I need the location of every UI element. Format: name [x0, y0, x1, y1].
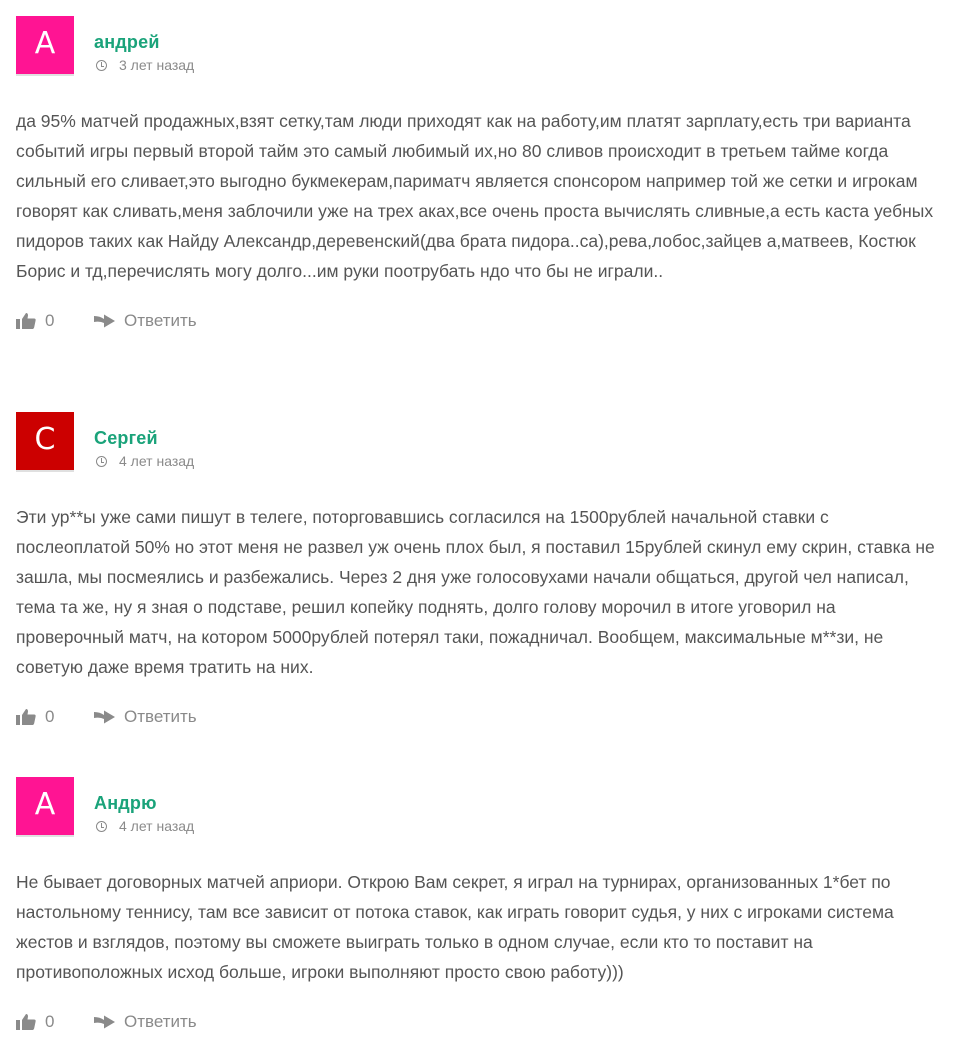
reply-arrow-icon[interactable] [94, 709, 116, 725]
like-count: 0 [45, 707, 55, 726]
comment-text: да 95% матчей продажных,взят сетку,там люди приходят как на работу,им платят зарплату,есть три варианта событий игры первый второй тайм это самый любимый их,но 80 сливов происходит в третьем тайме когда сильный его сливает,это выгодно букмекерам,париматч является спонсором например той же сетки и игрокам говорят как сливать,меня заблочили уже на трех аках,все очень проста вычислять сливные,а есть каста уебных пидоров таких как Найду Александр,деревенский(два брата пидора..са),рева,лобос,зайцев а,матвеев, Костюк Борис и тд,перечислять могу долго...им руки поотрубать ндо что бы не играли.. [16, 111, 934, 281]
author-name[interactable]: андрей [94, 32, 160, 52]
comment [16, 16, 946, 335]
comment-header [16, 16, 946, 78]
clock-icon [96, 456, 107, 467]
clock-icon [96, 821, 107, 832]
reply-button[interactable]: Ответить [124, 311, 197, 330]
comment-time: 3 лет назад [119, 57, 195, 73]
comment-text: Эти ур**ы уже сами пишут в телеге, поторговавшись согласился на 1500рублей начальной ставки с послеоплатой 50% но этот меня не развел уж очень плох был, я поставил 15рублей скинул ему скрин, ставка не зашла, мы посмеялись и разбежались. Через 2 дня уже голосовухами начали общаться, другой чел написал, тема та же, ну я зная о подставе, решил копейку поднять, долго голову морочил в итоге уговорил на проверочный матч, на котором 5000рублей потерял таки, пожадничал. Вообщем, максимальные м**зи, не советую даже время тратить на них. [16, 507, 935, 677]
author-name[interactable]: Сергей [94, 428, 158, 448]
comment-actions [16, 311, 946, 335]
clock-icon [96, 60, 107, 71]
avatar: А [16, 777, 74, 837]
comment-header [16, 777, 946, 839]
comment-meta [96, 818, 194, 834]
reply-arrow-icon[interactable] [94, 313, 116, 329]
comment-time: 4 лет назад [119, 818, 195, 834]
comment-meta [96, 453, 194, 469]
author-name[interactable]: Андрю [94, 793, 157, 813]
thumbs-up-icon[interactable] [16, 1014, 36, 1030]
comment-actions [16, 1012, 946, 1036]
comment-meta [96, 57, 194, 73]
comment-actions [16, 707, 946, 731]
like-count: 0 [45, 1012, 55, 1031]
reply-button[interactable]: Ответить [124, 1012, 197, 1031]
reply-button[interactable]: Ответить [124, 707, 197, 726]
comment [16, 412, 946, 731]
comment-time: 4 лет назад [119, 453, 195, 469]
avatar: А [16, 16, 74, 76]
thumbs-up-icon[interactable] [16, 709, 36, 725]
like-count: 0 [45, 311, 55, 330]
comment [16, 777, 946, 1036]
reply-arrow-icon[interactable] [94, 1014, 116, 1030]
thumbs-up-icon[interactable] [16, 313, 36, 329]
comment-text: Не бывает договорных матчей априори. Открою Вам секрет, я играл на турнирах, организованных 1*бет по настольному теннису, там все зависит от потока ставок, как играть говорит судья, у них с игроками система жестов и взглядов, поэтому вы сможете выиграть только в одном случае, если кто то поставит на противоположных исход больше, игроки выполняют просто свою работу))) [16, 872, 894, 982]
comment-header [16, 412, 946, 474]
avatar: С [16, 412, 74, 472]
